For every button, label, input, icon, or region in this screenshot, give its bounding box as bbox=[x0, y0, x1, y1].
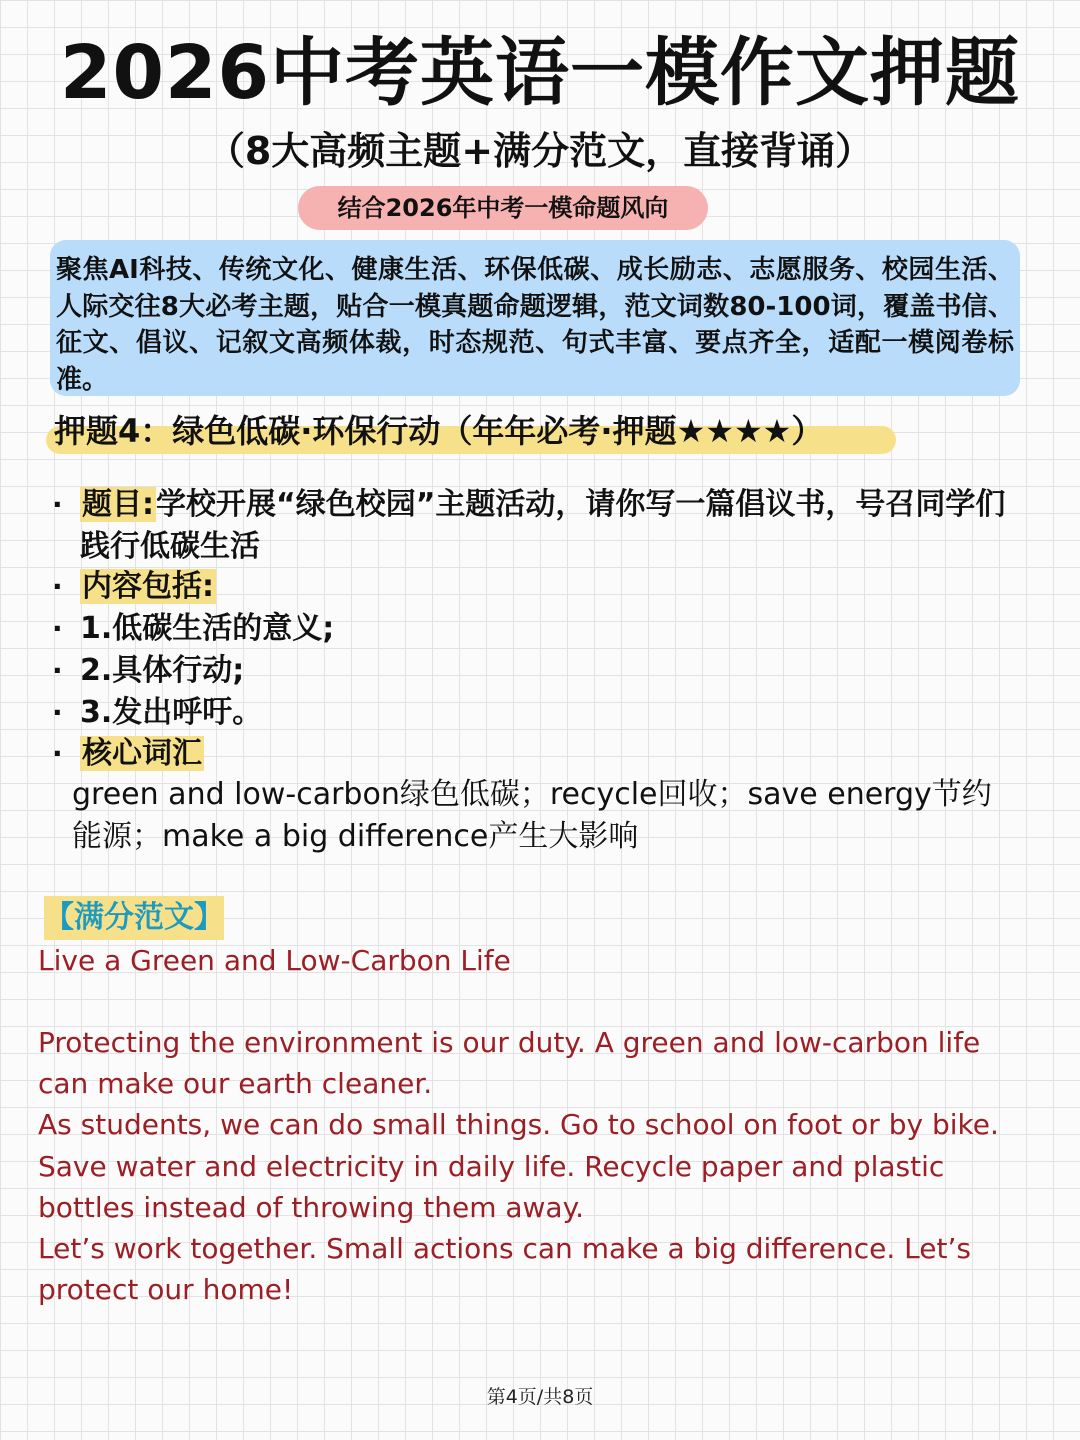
page-number: 第4页/共8页 bbox=[486, 1386, 594, 1408]
vocab-item bbox=[80, 733, 1010, 775]
essay-title: Live a Green and Low-Carbon Life bbox=[38, 944, 511, 977]
bullet-dot: · bbox=[52, 612, 63, 645]
prompt-item bbox=[80, 484, 1010, 568]
prompt-label: 题目: bbox=[82, 487, 154, 522]
topic-heading: 押题4：绿色低碳·环保行动（年年必考·押题★★★★） bbox=[54, 412, 824, 450]
sample-label: 【满分范文】 bbox=[44, 896, 224, 940]
content-label: 内容包括: bbox=[82, 569, 214, 604]
vocab-label: 核心词汇 bbox=[82, 736, 202, 771]
prompt-text: 学校开展“绿色校园”主题活动，请你写一篇倡议书，号召同学们践行低碳生活 bbox=[80, 487, 1006, 564]
page-subtitle: （8大高频主题+满分范文，直接背诵） bbox=[206, 129, 874, 173]
list-item: 3.发出呼吁。 bbox=[80, 695, 263, 730]
content-item bbox=[80, 566, 1010, 608]
intro-box bbox=[50, 240, 1020, 396]
bullet-dot: · bbox=[52, 696, 63, 729]
essay-paragraph: Let’s work together. Small actions can make a big difference. Let’s protect our home! bbox=[38, 1232, 971, 1307]
essay-paragraph: As students, we can do small things. Go to school on foot or by bike. Save water and electricity in daily life. Recycle paper and plastic bottles instead of throwing them away. bbox=[38, 1108, 999, 1224]
list-item: 2.具体行动; bbox=[80, 653, 245, 688]
essay-paragraph: Protecting the environment is our duty. A green and low-carbon life can make our earth cleaner. bbox=[38, 1026, 981, 1101]
page-title: 2026中考英语一模作文押题 bbox=[60, 30, 1020, 116]
essay-body bbox=[38, 1022, 1028, 1310]
bullet-dot: · bbox=[52, 737, 63, 770]
trend-tag: 结合2026年中考一模命题风向 bbox=[298, 186, 708, 230]
bullet-dot: · bbox=[52, 488, 63, 521]
intro-text: 聚焦AI科技、传统文化、健康生活、环保低碳、成长励志、志愿服务、校园生活、人际交往8大必考主题，贴合一模真题命题逻辑，范文词数80-100词，覆盖书信、征文、倡议、记叙文高频体裁，时态规范、句式丰富、要点齐全，适配一模阅卷标准。 bbox=[56, 255, 1014, 395]
bullet-dot: · bbox=[52, 654, 63, 687]
vocab-text: green and low-carbon绿色低碳；recycle回收；save energy节约能源；make a big difference产生大影响 bbox=[72, 777, 992, 854]
bullet-dot: · bbox=[52, 570, 63, 603]
list-item: 1.低碳生活的意义; bbox=[80, 611, 335, 646]
